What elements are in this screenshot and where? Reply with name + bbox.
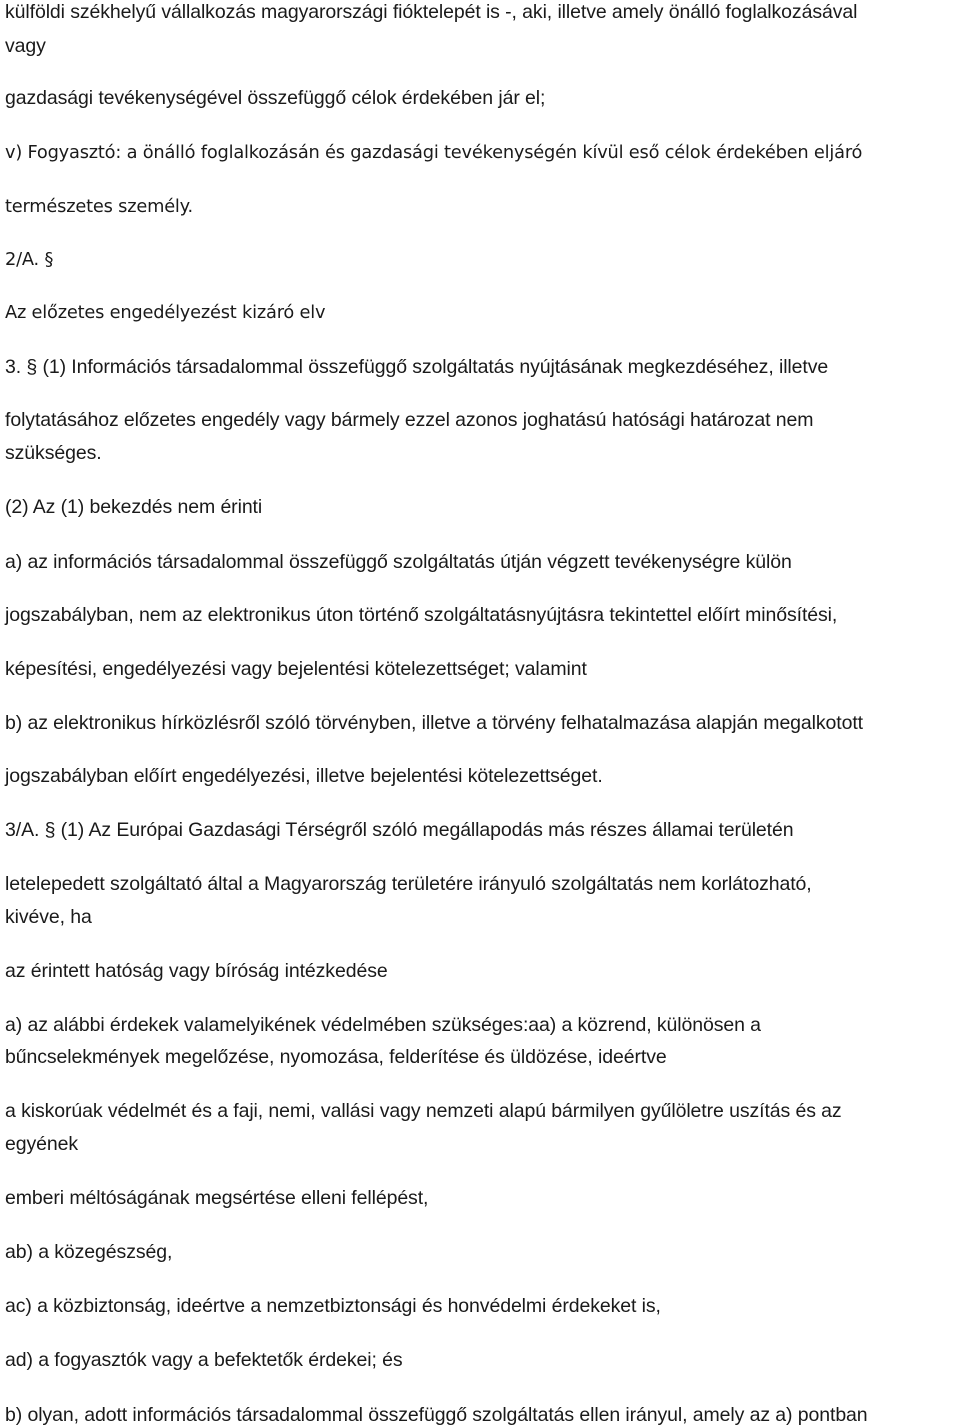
text-line-5: természetes személy. [5,196,193,217]
text-line-11: (2) Az (1) bekezdés nem érinti [5,496,263,518]
text-line-4: v) Fogyasztó: a önálló foglalkozásán és gazdasági tevékenységén kívül eső célok érdekében eljáró [5,142,863,163]
text-line-20: az érintett hatóság vagy bíróság intézkedése [5,960,388,982]
text-line-8: 3. § (1) Információs társadalommal összefüggő szolgáltatás nyújtásának megkezdéséhez, illetve [5,356,829,378]
text-line-26: ab) a közegészség, [5,1241,173,1263]
section-heading: Az előzetes engedélyezést kizáró elv [5,302,326,323]
text-line-24: egyének [5,1133,79,1155]
text-line-18: letelepedett szolgáltató által a Magyarország területére irányuló szolgáltatás nem korlátozható, [5,873,812,895]
text-line-1: külföldi székhelyű vállalkozás magyarországi fióktelepét is -, aki, illetve amely önálló foglalkozásával [5,1,858,23]
text-line-21: a) az alábbi érdekek valamelyikének védelmében szükséges:aa) a közrend, különösen a [5,1014,761,1036]
text-line-10: szükséges. [5,442,102,464]
text-line-25: emberi méltóságának megsértése elleni fellépést, [5,1187,429,1209]
text-line-29: b) olyan, adott információs társadalommal összefüggő szolgáltatás ellen irányul, amely az a) pontban [5,1404,868,1426]
text-line-14: képesítési, engedélyezési vagy bejelentési kötelezettséget; valamint [5,658,587,680]
text-line-12: a) az információs társadalommal összefüggő szolgáltatás útján végzett tevékenységre külön [5,551,792,573]
text-line-17: 3/A. § (1) Az Európai Gazdasági Térségről szóló megállapodás más részes államai területén [5,819,794,841]
text-line-13: jogszabályban, nem az elektronikus úton történő szolgáltatásnyújtásra tekintettel előírt minősítési, [5,604,838,626]
text-line-2: vagy [5,35,46,57]
text-line-22: bűncselekmények megelőzése, nyomozása, felderítése és üldözése, ideértve [5,1046,667,1068]
text-line-28: ad) a fogyasztók vagy a befektetők érdekei; és [5,1349,403,1371]
text-line-23: a kiskorúak védelmét és a faji, nemi, vallási vagy nemzeti alapú bármilyen gyűlöletre uszítás és az [5,1100,842,1122]
text-line-9: folytatásához előzetes engedély vagy bármely ezzel azonos joghatású hatósági határozat nem [5,409,814,431]
text-line-3: gazdasági tevékenységével összefüggő célok érdekében jár el; [5,87,546,109]
section-number-2a: 2/A. § [5,249,54,270]
text-line-19: kivéve, ha [5,906,92,928]
text-line-16: jogszabályban előírt engedélyezési, illetve bejelentési kötelezettséget. [5,765,603,787]
text-line-27: ac) a közbiztonság, ideértve a nemzetbiztonsági és honvédelmi érdekeket is, [5,1295,661,1317]
text-line-15: b) az elektronikus hírközlésről szóló törvényben, illetve a törvény felhatalmazása alapján megalkotott [5,712,863,734]
